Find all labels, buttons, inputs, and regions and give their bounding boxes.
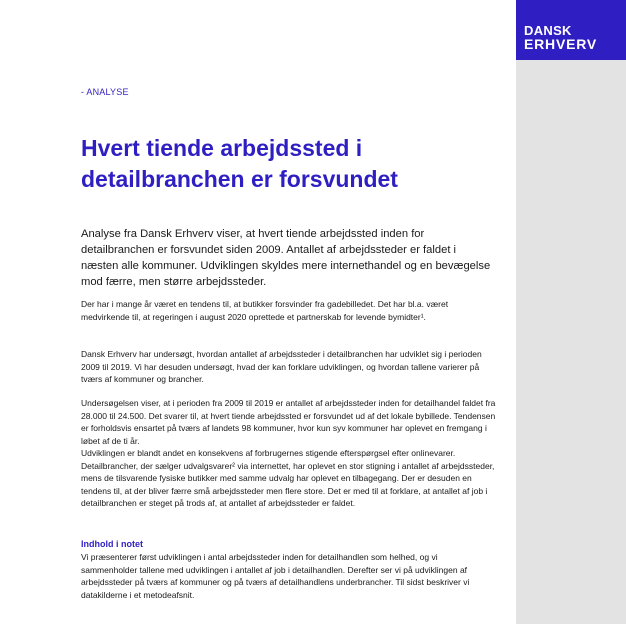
- page-title: Hvert tiende arbejdssted i detailbranchen er forsvundet: [81, 135, 398, 192]
- body-paragraph: Der har i mange år været en tendens til, at butikker forsvinder fra gadebilledet. Det har bl.a. været medvirkende til, at regeringen i august 2020 oprettede et partnerskab for levende bymidter¹.: [81, 299, 449, 322]
- contents-heading: Indhold i notet: [81, 539, 143, 549]
- lead-paragraph: Analyse fra Dansk Erhverv viser, at hvert tiende arbejdssted inden for detailbranchen er forsvundet siden 2009. Antallet af arbejdssteder er faldet i næsten alle kommuner. Udviklingen skyldes mere internethandel og en bevægelse mod færre, men større arbejdssteder.: [81, 228, 491, 288]
- right-margin-band: [516, 0, 626, 624]
- body-paragraph: Dansk Erhverv har undersøgt, hvordan antallet af arbejdssteder i detailbranchen har udviklet sig i perioden 2009 til 2019. Vi har desuden undersøgt, hvad der kan forklare udviklingen, og hvordan tallene varierer på tværs af kommuner og brancher.: [81, 349, 482, 384]
- contents-paragraph: Vi præsenterer først udviklingen i antal arbejdssteder inden for detailhandlen som helhed, og vi sammenholder tallene med udviklingen i antallet af job i detailhandlen. Derefter ser vi på udviklingen af arbejdssteder på tværs af kommuner og på tværs af detailhandlens underbrancher. Til sidst beskriver vi datakilderne i et metodeafsnit.: [81, 552, 470, 600]
- brand-logo-line1: DANSK: [524, 23, 572, 38]
- section-kicker: - ANALYSE: [81, 87, 129, 97]
- brand-logo-line2: ERHVERV: [524, 36, 598, 52]
- body-paragraph: Undersøgelsen viser, at i perioden fra 2009 til 2019 er antallet af arbejdssteder inden for detailhandel faldet fra 28.000 til 24.500. Det svarer til, at hvert tiende arbejdssted er forsvundet ud af det lokale bybillede. Tendensen er forholdsvis ensartet på tværs af landets 98 kommuner, hvor kun syv kommuner har oplevet en fremgang i løbet af de ti år.: [81, 398, 496, 446]
- body-paragraph: Udviklingen er blandt andet en konsekvens af forbrugernes stigende efterspørgsel efter onlinevarer. Detailbrancher, der sælger udvalgsvarer² via internettet, har oplevet en stor stigning i antallet af arbejdssteder, mens de tilsvarende fysiske butikker med samme udvalg har oplevet en tilbagegang. Der er desuden en tendens til, at der bliver færre små arbejdssteder men flere store. Det er med til at forklare, at antallet af job i detailbranchen er steget på trods af, at antallet af arbejdssteder er faldet.: [81, 448, 495, 508]
